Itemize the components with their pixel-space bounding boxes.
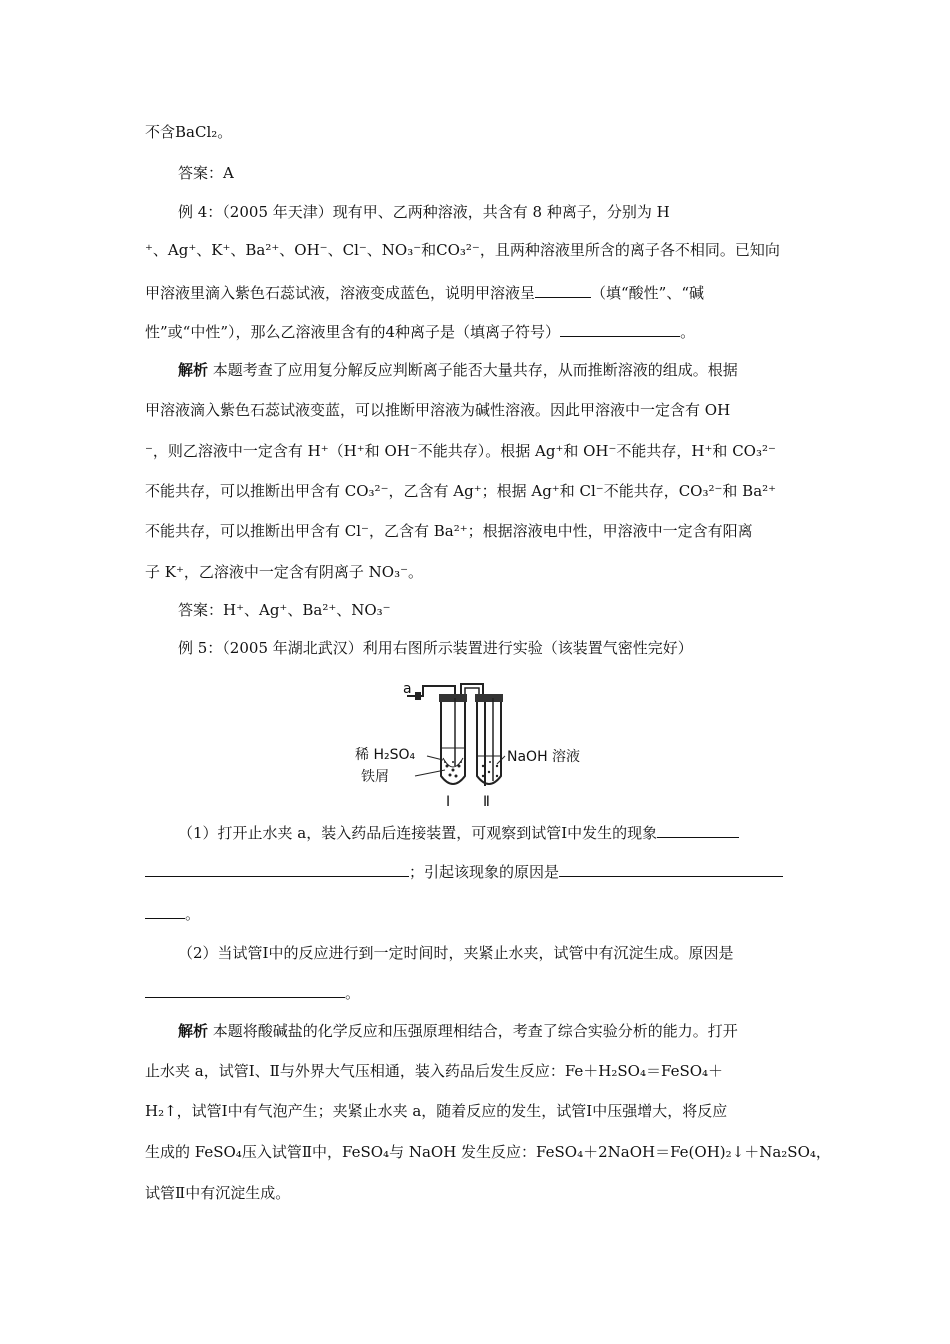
example5-line: 例 5：（2005 年湖北武汉）利用右图所示装置进行实验（该装置气密性完好） (178, 639, 693, 657)
tube1-label: Ⅰ (446, 794, 451, 810)
text-line (145, 283, 704, 303)
analysis-label: 解析 (178, 1022, 209, 1040)
text-line: ⁻，则乙溶液中一定含有 H⁺（H⁺和 OH⁻不能共存）。根据 Ag⁺和 OH⁻不能共存，H⁺和 CO₃²⁻ (145, 442, 776, 460)
clamp-label: a (403, 681, 412, 697)
text-segment: 甲溶液里滴入紫色石蕊试液，溶液变成蓝色，说明甲溶液呈 (145, 284, 536, 302)
question2-line: （2）当试管Ⅰ中的反应进行到一定时间时，夹紧止水夹，试管中有沉淀生成。原因是 (178, 944, 734, 962)
text-line: 不能共存，可以推断出甲含有 Cl⁻，乙含有 Ba²⁺；根据溶液电中性，甲溶液中一定含有阳离 (145, 522, 753, 540)
answer-blank (560, 322, 680, 337)
naoh-label: NaOH 溶液 (507, 749, 581, 765)
answer-blank (535, 283, 591, 298)
text-segment: （1）打开止水夹 a，装入药品后连接装置，可观察到试管Ⅰ中发生的现象 (178, 824, 658, 842)
text-segment: 本题将酸碱盐的化学反应和压强原理相结合，考查了综合实验分析的能力。打开 (208, 1022, 738, 1040)
text-segment: 。 (345, 984, 361, 1002)
text-segment: ；引起该现象的原因是 (409, 863, 560, 881)
tube2-label: Ⅱ (483, 794, 490, 810)
question1-line (178, 823, 739, 843)
example4-line: 例 4：（2005 年天津）现有甲、乙两种溶液，共含有 8 种离子，分别为 H (178, 203, 670, 221)
answer-blank (145, 983, 345, 998)
analysis-label: 解析 (178, 361, 209, 379)
acid-label: 稀 H₂SO₄ (355, 747, 416, 763)
text-segment: 。 (680, 323, 696, 341)
text-line: 生成的 FeSO₄压入试管Ⅱ中，FeSO₄与 NaOH 发生反应：FeSO₄＋2NaOH＝Fe(OH)₂↓＋Na₂SO₄， (145, 1143, 831, 1161)
answer-blank (657, 823, 739, 838)
text-line: 不能共存，可以推断出甲含有 CO₃²⁻，乙含有 Ag⁺；根据 Ag⁺和 Cl⁻不能共存，CO₃²⁻和 Ba²⁺ (145, 482, 777, 500)
text-segment: 。 (185, 905, 201, 923)
text-segment: （填“酸性”、“碱 (591, 284, 705, 302)
analysis-line (178, 360, 738, 380)
text-segment: 性”或“中性”），那么乙溶液里含有的4种离子是（填离子符号） (145, 323, 561, 341)
text-line: 子 K⁺，乙溶液中一定含有阴离子 NO₃⁻。 (145, 563, 424, 581)
answer-line: 答案：H⁺、Ag⁺、Ba²⁺、NO₃⁻ (178, 601, 391, 619)
apparatus-figure (355, 676, 605, 816)
text-line: 止水夹 a，试管Ⅰ、Ⅱ与外界大气压相通，装入药品后发生反应：Fe＋H₂SO₄＝FeSO₄＋ (145, 1062, 724, 1080)
text-line (145, 983, 360, 1003)
answer-blank (559, 862, 783, 877)
text-line: 甲溶液滴入紫色石蕊试液变蓝，可以推断甲溶液为碱性溶液。因此甲溶液中一定含有 OH (145, 401, 731, 419)
answer-line: 答案：A (178, 164, 234, 182)
text-line: 试管Ⅱ中有沉淀生成。 (145, 1184, 291, 1202)
text-line: ⁺、Ag⁺、K⁺、Ba²⁺、OH⁻、Cl⁻、NO₃⁻和CO₃²⁻，且两种溶液里所含的离子各不相同。已知向 (145, 241, 780, 259)
text-line: 不含BaCl₂。 (145, 123, 233, 141)
text-line (145, 322, 695, 342)
text-segment: 本题考查了应用复分解反应判断离子能否大量共存，从而推断溶液的组成。根据 (208, 361, 738, 379)
answer-blank (145, 862, 409, 877)
text-line (145, 862, 783, 882)
iron-label: 铁屑 (361, 769, 389, 785)
analysis-line (178, 1021, 738, 1041)
text-line: H₂↑，试管Ⅰ中有气泡产生；夹紧止水夹 a，随着反应的发生，试管Ⅰ中压强增大，将反应 (145, 1102, 728, 1120)
answer-blank (145, 904, 185, 919)
text-line (145, 904, 200, 924)
